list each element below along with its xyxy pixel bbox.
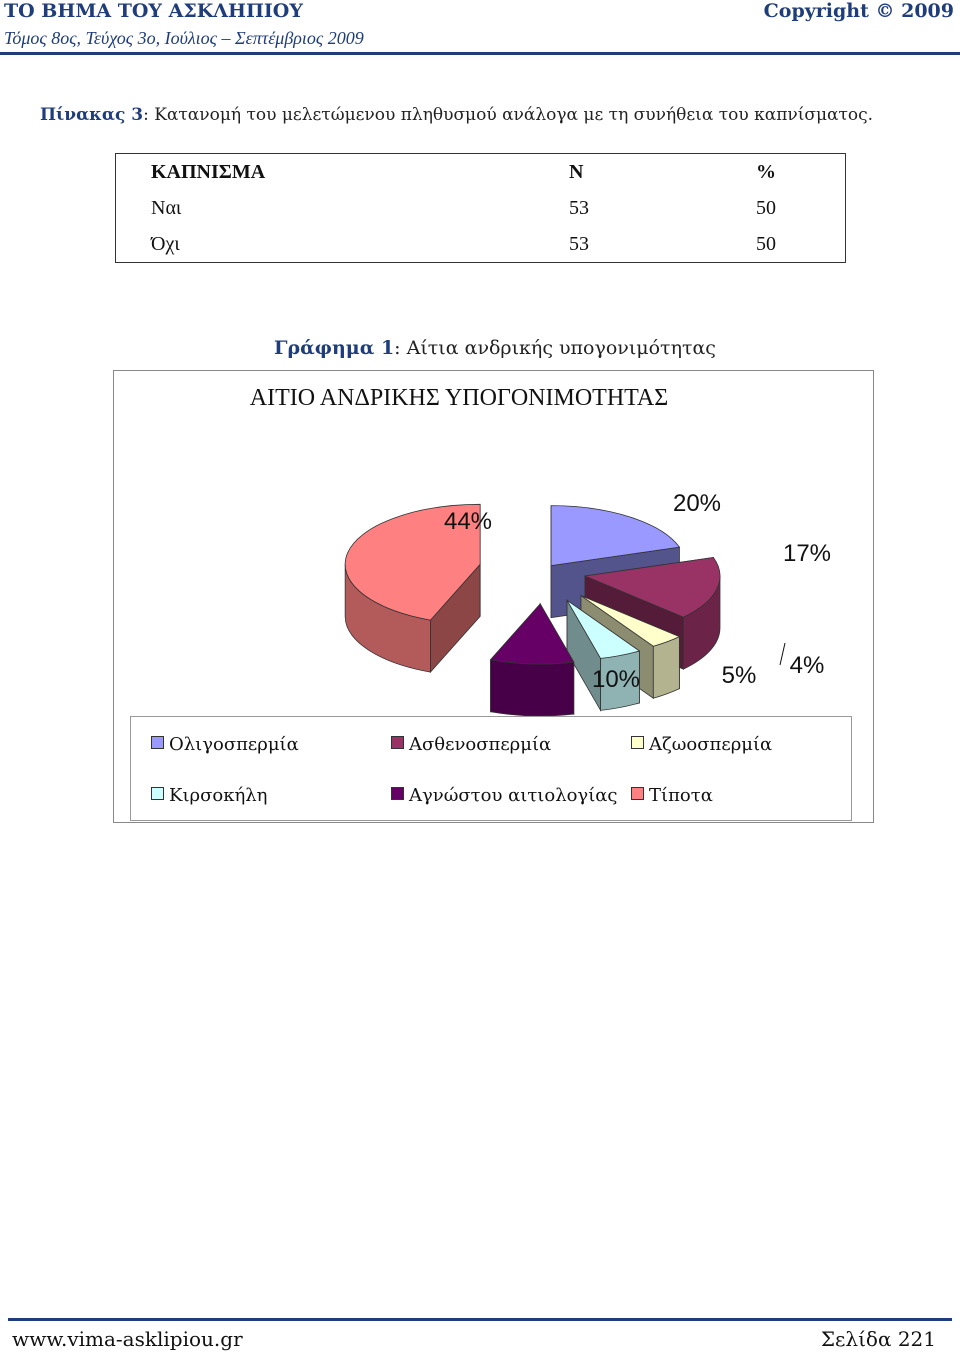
- legend-item: [631, 734, 772, 755]
- graph-caption-text: : Αίτια ανδρικής υπογονιμότητας: [394, 337, 716, 359]
- legend-item: [631, 785, 713, 806]
- table-header-row: [116, 154, 846, 191]
- table-header-cell: ΚΑΠΝΙΣΜΑ: [151, 160, 266, 183]
- table-cell: Όχι: [151, 232, 180, 255]
- pie-chart: [113, 370, 874, 823]
- page-number: Σελίδα 221: [820, 1327, 936, 1351]
- table-cell: 50: [756, 232, 776, 255]
- footer-divider: [8, 1318, 952, 1321]
- legend-label: Ολιγοσπερμία: [169, 734, 299, 755]
- table-caption-label: Πίνακας 3: [40, 105, 144, 125]
- slice-label: 5%: [721, 662, 757, 689]
- table-caption: [40, 105, 873, 125]
- legend-swatch: [391, 787, 404, 800]
- legend-swatch: [391, 736, 404, 749]
- legend-label: Αγνώστου αιτιολογίας: [409, 785, 618, 806]
- legend-swatch: [151, 787, 164, 800]
- table-header-cell: Ν: [569, 160, 584, 183]
- legend-swatch: [631, 787, 644, 800]
- legend-label: Τίποτα: [649, 785, 713, 806]
- slice-label: 20%: [672, 490, 722, 517]
- legend-swatch: [151, 736, 164, 749]
- legend-item: [151, 734, 299, 755]
- slice-label: 17%: [782, 540, 832, 567]
- table-header-cell: %: [756, 160, 776, 183]
- table-cell: 50: [756, 196, 776, 219]
- table-caption-text: : Κατανομή του μελετώμενου πληθυσμού ανάλογα με τη συνήθεια του καπνίσματος.: [143, 105, 874, 125]
- issue-info: Τόμος 8ος, Τεύχος 3ο, Ιούλιος – Σεπτέμβριος 2009: [4, 28, 364, 48]
- table-cell: 53: [569, 196, 589, 219]
- legend-label: Κιρσοκήλη: [169, 785, 268, 806]
- legend-item: [391, 785, 618, 806]
- chart-legend: [130, 716, 852, 821]
- legend-item: [151, 785, 267, 806]
- legend-label: Αζωοσπερμία: [649, 734, 773, 755]
- legend-item: [391, 734, 551, 755]
- pie-slice-4: [491, 604, 574, 716]
- smoking-table: [115, 153, 846, 263]
- chart-title: ΑΙΤΙΟ ΑΝΔΡΙΚΗΣ ΥΠΟΓΟΝΙΜΟΤΗΤΑΣ: [249, 385, 669, 411]
- slice-label: 10%: [591, 666, 641, 693]
- legend-label: Ασθενοσπερμία: [409, 734, 552, 755]
- pie-chart-canvas: [114, 371, 873, 716]
- graph-caption-label: Γράφημα 1: [274, 337, 395, 359]
- table-row: [116, 226, 846, 263]
- label-leader-line: [780, 643, 785, 665]
- legend-swatch: [631, 736, 644, 749]
- table-cell: 53: [569, 232, 589, 255]
- graph-caption: [0, 337, 960, 359]
- slice-label: 4%: [789, 652, 825, 679]
- journal-title: ΤΟ ΒΗΜΑ ΤΟΥ ΑΣΚΛΗΠΙΟΥ: [4, 0, 303, 22]
- copyright-notice: Copyright © 2009: [763, 0, 954, 22]
- table-row: [116, 190, 846, 226]
- table-cell: Ναι: [151, 196, 182, 219]
- website-url: www.vima-asklipiou.gr: [12, 1327, 243, 1351]
- slice-label: 44%: [443, 508, 493, 535]
- header-divider: [0, 52, 960, 55]
